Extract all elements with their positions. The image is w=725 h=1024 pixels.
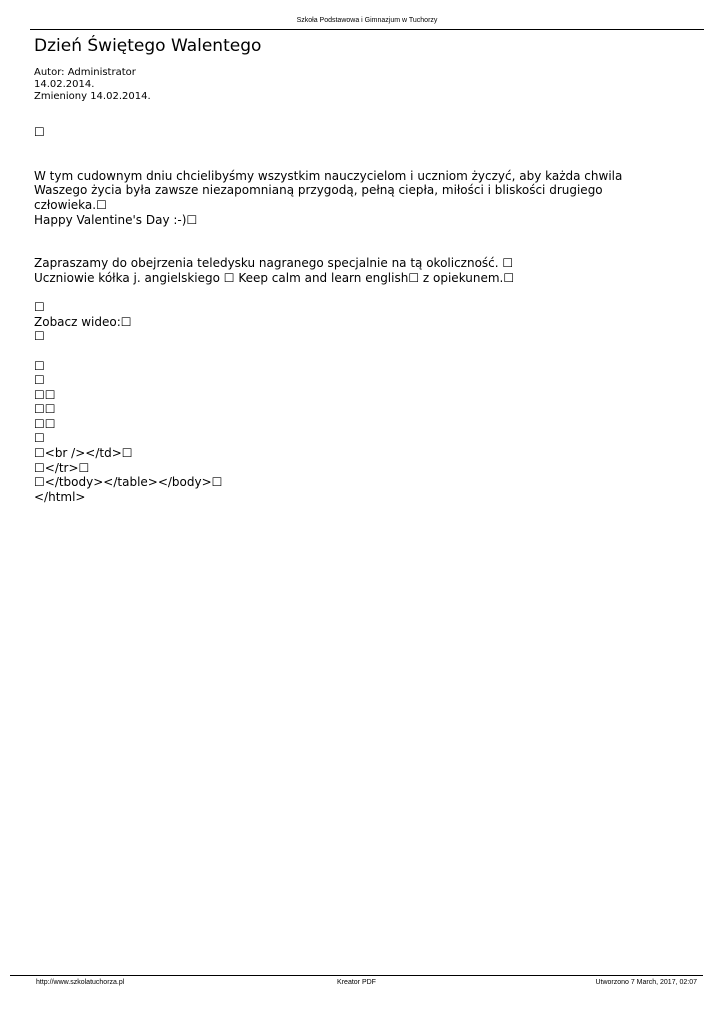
footer-url: http://www.szkolatuchorza.pl — [36, 979, 125, 986]
body-line: Zapraszamy do obejrzenia teledysku nagranego specjalnie na tą okoliczność. ☐ — [34, 256, 514, 271]
body-line: ☐</tbody></table></body>☐ — [34, 475, 223, 490]
page-header — [30, 16, 704, 30]
body-line: ☐ — [34, 358, 45, 373]
author-line: Autor: Administrator — [34, 67, 136, 78]
body-line — [34, 286, 694, 301]
body-line: ☐ — [34, 431, 45, 446]
body-line — [34, 242, 694, 257]
body-line: ☐☐ — [34, 402, 56, 417]
article-meta — [34, 67, 151, 103]
body-line: ☐☐ — [34, 416, 56, 431]
body-line: </html> — [34, 489, 86, 504]
article-body — [34, 125, 694, 504]
site-name: Szkoła Podstawowa i Gimnazjum w Tuchorzy — [296, 17, 438, 24]
article-title: Dzień Świętego Walentego — [34, 36, 262, 56]
body-line: ☐ — [34, 373, 45, 388]
body-line: Happy Valentine's Day :-)☐ — [34, 212, 198, 227]
modified-line: Zmieniony 14.02.2014. — [34, 91, 151, 102]
footer-created: Utworzono 7 March, 2017, 02:07 — [595, 979, 697, 986]
body-line — [34, 154, 694, 169]
body-line: ☐ — [34, 300, 45, 315]
body-line — [34, 227, 694, 242]
body-line: człowieka.☐ — [34, 197, 107, 212]
body-line: ☐ — [34, 125, 45, 139]
page-footer — [10, 975, 703, 990]
date-line: 14.02.2014. — [34, 79, 95, 90]
body-line: W tym cudownym dniu chcielibyśmy wszystkim nauczycielom i uczniom życzyć, aby każda chwila — [34, 168, 623, 183]
body-line — [34, 344, 694, 359]
body-line: ☐ — [34, 329, 45, 344]
body-line: ☐☐ — [34, 387, 56, 402]
body-line: Waszego życia była zawsze niezapomnianą przygodą, pełną ciepła, miłości i bliskości drugiego — [34, 183, 603, 198]
footer-generator: Kreator PDF — [337, 979, 376, 986]
body-line: ☐<br /></td>☐ — [34, 446, 133, 461]
body-line: Uczniowie kółka j. angielskiego ☐ Keep calm and learn english☐ z opiekunem.☐ — [34, 270, 515, 285]
body-line — [34, 140, 694, 155]
body-line: ☐</tr>☐ — [34, 460, 90, 475]
body-line: Zobacz wideo:☐ — [34, 314, 132, 329]
